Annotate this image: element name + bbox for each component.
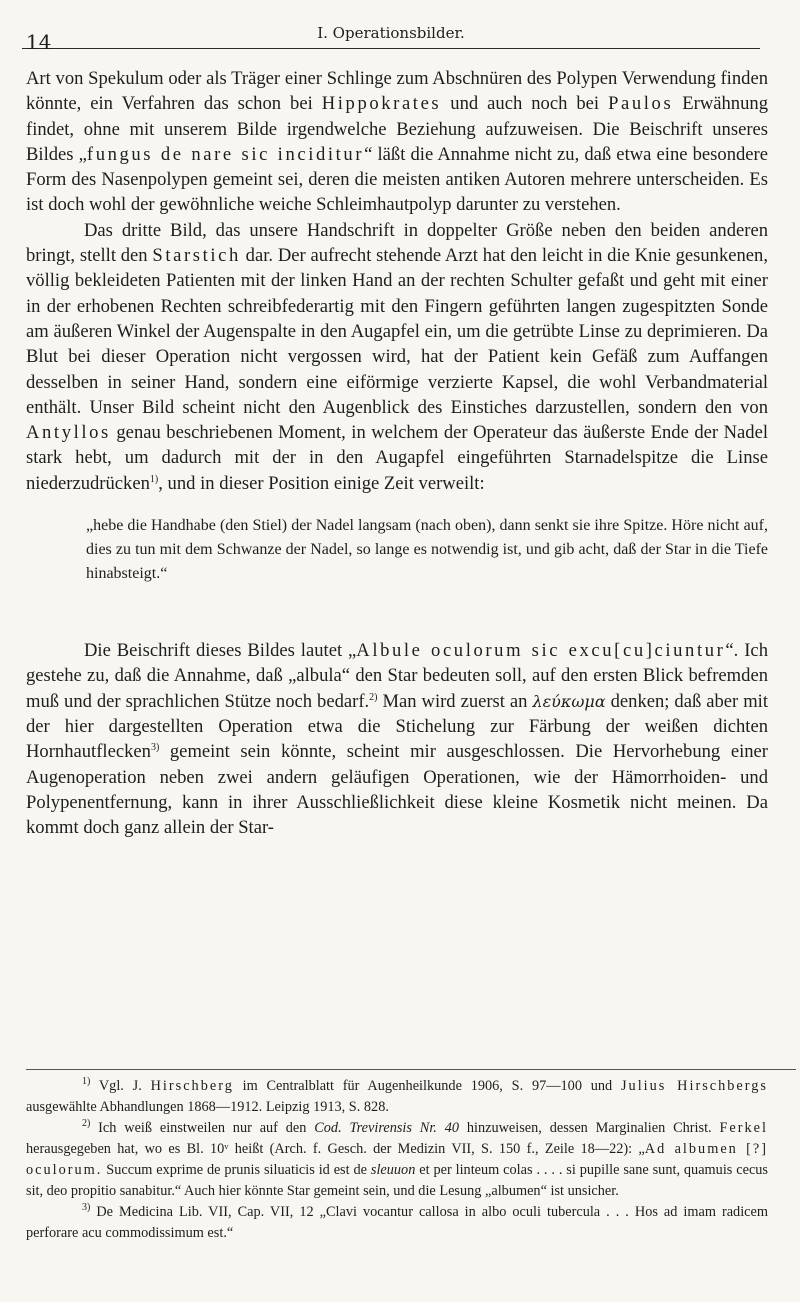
caption-quote: Albule oculorum sic excu[cu]ciuntur — [356, 640, 726, 662]
page-number: 14 — [26, 30, 52, 54]
paragraph-2 — [26, 218, 768, 496]
footnote-mark: 2) — [82, 1118, 91, 1130]
name-hirschberg: Hirschberg — [150, 1078, 234, 1094]
footnote-mark: 1) — [82, 1076, 91, 1088]
footnotes — [26, 1076, 768, 1244]
name-julius-hirschberg: Julius Hirschbergs — [620, 1078, 768, 1094]
caption-quote: fungus de nare sic inciditur — [86, 143, 365, 165]
name-hippokrates: Hippokrates — [321, 93, 442, 115]
text-run: , und in dieser Position einige Zeit verweilt: — [158, 472, 485, 494]
greek-word: λεύκωμα — [532, 691, 606, 711]
chapter-title: I. Operationsbilder. — [317, 24, 465, 42]
footnote-1 — [26, 1076, 768, 1118]
name-paulos: Paulos — [608, 93, 674, 115]
footnote-2 — [26, 1118, 768, 1202]
text-run: et per linteum colas . . . . si pupille sane sunt, quamuis cecus sit, deo propitio sanabitur.“ Auch hier könnte Star gemeint sein, und die Lesung „albumen“ ist unsicher. — [26, 1162, 768, 1199]
text-run: genau beschriebenen Moment, in welchem der Operateur das äußerste Ende der Nadel stark hebt, um dadurch mit der in den Augapfel eingeführten Starnadelspitze die Linse niederzudrücken — [26, 422, 768, 494]
main-text — [26, 66, 768, 840]
text-run: Vgl. J. — [90, 1078, 151, 1094]
footnote-ref-3: 3) — [150, 742, 160, 754]
text-run: gemeint sein könnte, scheint mir ausgeschlossen. Die Hervorhebung einer Augenoperation neben zwei andern geläufigen Operationen, wie der Hämorrhoiden- und Polypenentfernung, kann in ihrer Ausschließlichkeit diese kleine Kosmetik nicht meinen. Da kommt doch ganz allein der Star- — [26, 741, 768, 839]
paragraph-3 — [26, 638, 768, 840]
text-run: hinzuweisen, dessen Marginalien Christ. — [459, 1120, 720, 1136]
footnote-3 — [26, 1202, 768, 1244]
latin-heading: Ad albumen [?] oculorum. — [26, 1141, 768, 1178]
text-run: Das dritte Bild, das unsere Handschrift in doppelter Größe neben den beiden anderen bringt, stellt den — [26, 219, 768, 267]
text-run: De Medicina Lib. VII, Cap. VII, 12 „Clavi vocantur callosa in albo oculi tubercula . . . Hos ad imam radicem perforare acu commodissimum est.“ — [26, 1204, 768, 1241]
codex-title: Cod. Trevirensis Nr. 40 — [314, 1120, 460, 1136]
text-run: “ läßt die Annahme nicht zu, daß etwa eine besondere Form des Nasenpolypen gemeint sei, deren die meisten antiken Autoren mehrere unterscheiden. Es ist doch wohl der gewöhnliche weiche Schleimhautpolyp darunter zu verstehen. — [26, 143, 768, 216]
footnote-mark: 3) — [82, 1202, 91, 1214]
term-starstich: Starstich — [152, 245, 241, 267]
name-antyllos: Antyllos — [26, 422, 111, 444]
block-quote: „hebe die Handhabe (den Stiel) der Nadel langsam (nach oben), dann senkt sie ihre Spitze. Höre nicht auf, dies zu tun mit dem Schwanze der Nadel, so lange es notwendig ist, und gib acht, daß der Star in die Tiefe hinabsteigt.“ — [86, 517, 768, 583]
paragraph-1 — [26, 66, 768, 218]
text-run: Die Beischrift dieses Bildes lautet „ — [84, 640, 357, 662]
name-ferkel: Ferkel — [719, 1120, 768, 1136]
text-run: herausgegeben hat, wo es Bl. 10ᵛ heißt (Arch. f. Gesch. der Medizin VII, S. 150 f., Zeile 18—22): „ — [26, 1141, 645, 1157]
text-run: ausgewählte Abhandlungen 1868—1912. Leipzig 1913, S. 828. — [26, 1099, 389, 1115]
text-run: im Centralblatt für Augenheilkunde 1906, S. 97—100 und — [233, 1078, 621, 1094]
text-run: Man wird zuerst an — [377, 690, 533, 712]
text-run: Art von Spekulum oder als Träger einer Schlinge zum Abschnüren des Polypen Verwendung finden könnte, ein Verfahren das schon bei — [26, 68, 768, 115]
text-run: Erwähnung findet, ohne mit unserem Bilde irgendwelche Beziehung aufzuweisen. Die Beischrift unseres Bildes „ — [26, 93, 768, 165]
latin-word: sleuuon — [370, 1162, 416, 1178]
text-run: dar. Der aufrecht stehende Arzt hat den leicht in die Knie gesunkenen, völlig bekleideten Patienten mit der linken Hand an der rechten Schulter gefaßt und geht mit einer in der erhobenen Rechten schreibfederartig mit den Fingern geführten langen zugespitzten Sonde am äußeren Winkel der Augenspalte in den Augapfel ein, um die getrübte Linse zu deprimieren. Da Blut bei dieser Operation nicht vergossen wird, hat der Patient kein Gefäß zum Auffangen desselben in seiner Hand, sondern eine eiförmige verzierte Kapsel, die wohl Verbandmaterial enthält. Unser Bild scheint nicht den Augenblick des Einstiches darzustellen, sondern den von — [26, 245, 768, 418]
footnote-ref-2: 2) — [369, 691, 378, 703]
footnote-ref-1: 1) — [149, 473, 159, 485]
text-run: Ich weiß einstweilen nur auf den — [90, 1120, 315, 1136]
footnote-divider — [26, 1069, 796, 1070]
text-run: und auch noch bei — [441, 93, 609, 115]
text-run: denken; daß aber mit der hier dargestellten Operation etwa die Stichelung zur Färbung der weißen dichten Hornhautflecken — [26, 690, 768, 763]
text-run: Succum exprime de prunis siluaticis id est de — [102, 1162, 371, 1178]
running-header — [22, 18, 760, 54]
text-run: “. Ich gestehe zu, daß die Annahme, daß „albula“ den Star bedeuten soll, auf den ersten Blick befremden muß und der sprachlichen Stütze noch bedarf. — [26, 640, 768, 712]
